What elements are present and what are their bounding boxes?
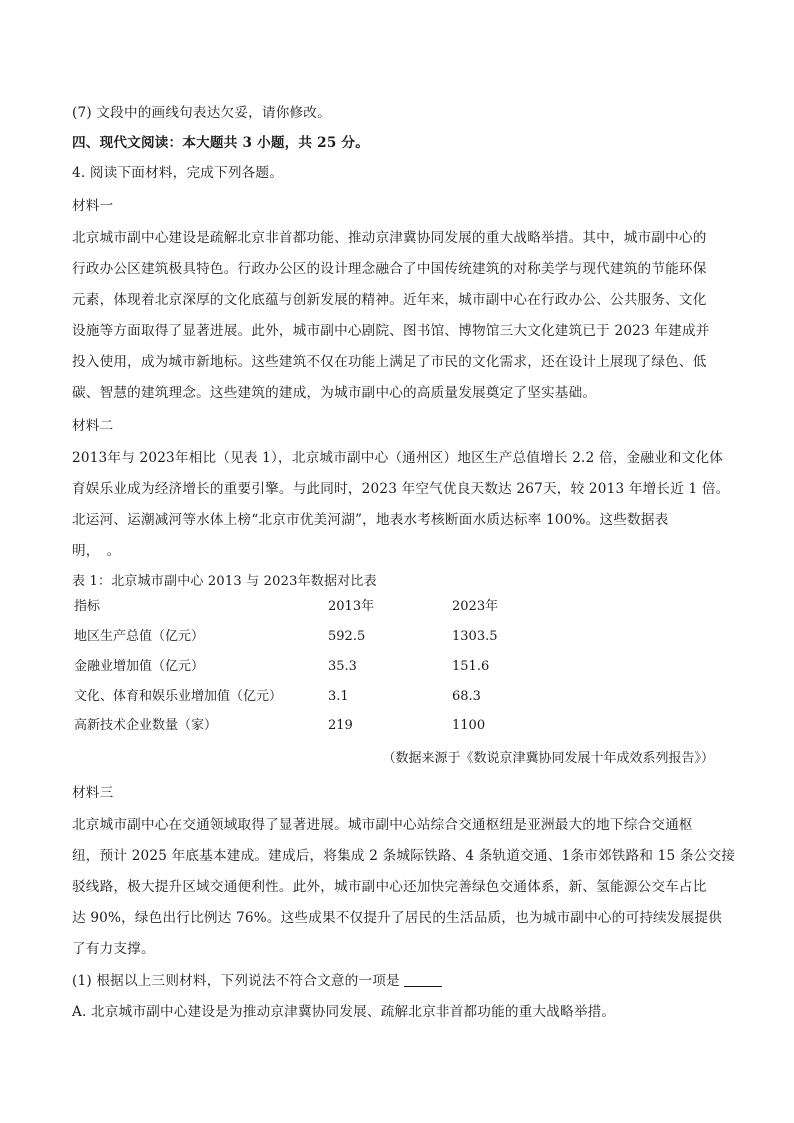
material-1-line: 行政办公区建筑极具特色。行政办公区的设计理念融合了中国传统建筑的对称美学与现代建筑的节能环保: [72, 261, 707, 277]
material-1-line: 投入使用，成为城市新地标。这些建筑不仅在功能上满足了市民的文化需求，还在设计上展现了绿色、低: [72, 354, 707, 370]
table-cell: 35.3: [328, 659, 357, 674]
table-cell: 3.1: [328, 689, 349, 704]
material-3-line: 纽，预计 2025 年底基本建成。建成后，将集成 2 条城际铁路、4 条轨道交通、1条市郊铁路和 15 条公交接: [72, 848, 736, 864]
question-7: (7) 文段中的画线句表达欠妥，请你修改。: [72, 105, 331, 121]
table-cell: 金融业增加值（亿元）: [74, 659, 205, 674]
section-4-header: 四、现代文阅读：本大题共 3 小题，共 25 分。: [72, 135, 369, 151]
table-caption: 表 1：北京城市副中心 2013 与 2023年数据对比表: [72, 574, 377, 589]
table-cell: 地区生产总值（亿元）: [74, 629, 205, 644]
table-header-cell: 指标: [74, 599, 101, 614]
material-2-line: 北运河、运潮减河等水体上榜“北京市优美河湖”，地表水考核断面水质达标率 100%。这些数据表: [72, 512, 669, 528]
table-cell: 1303.5: [452, 629, 498, 644]
material-1-line: 元素，体现着北京深厚的文化底蕴与创新发展的精神。近年来，城市副中心在行政办公、公共服务、文化: [72, 292, 707, 308]
material-3-title: 材料三: [72, 785, 114, 801]
material-3-line: 达 90%，绿色出行比例达 76%。这些成果不仅提升了居民的生活品质，也为城市副中心的可持续发展提供: [72, 910, 723, 926]
material-2-line: 育娱乐业成为经济增长的重要引擎。与此同时，2023 年空气优良天数达 267天，较 2013 年增长近 1 倍。: [72, 481, 730, 497]
option-a: A. 北京城市副中心建设是为推动京津冀协同发展、疏解北京非首都功能的重大战略举措。: [72, 1004, 616, 1020]
material-1-line: 设施等方面取得了显著进展。此外，城市副中心剧院、图书馆、博物馆三大文化建筑已于 2023 年建成并: [72, 323, 710, 339]
table-cell: 219: [328, 718, 353, 733]
table-header-cell: 2013年: [328, 599, 375, 614]
table-cell: 68.3: [452, 689, 481, 704]
table-cell: 高新技术企业数量（家）: [74, 718, 218, 733]
material-3-line: 驳线路，极大提升区域交通便利性。此外，城市副中心还加快完善绿色交通体系，新、氢能源公交车占比: [72, 879, 707, 895]
question-4-intro: 4. 阅读下面材料，完成下列各题。: [72, 165, 284, 181]
material-1-line: 碳、智慧的建筑理念。这些建筑的建成，为城市副中心的高质量发展奠定了坚实基础。: [72, 385, 597, 401]
question-1-row: [72, 972, 442, 990]
material-2-line: 2013年与 2023年相比（见表 1），北京城市副中心（通州区）地区生产总值增长 2.2 倍，金融业和文化体: [72, 450, 724, 466]
material-3-line: 了有力支撑。: [72, 941, 155, 957]
table-cell: 592.5: [328, 629, 366, 644]
material-1-title: 材料一: [72, 198, 114, 214]
material-3-line: 北京城市副中心在交通领域取得了显著进展。城市副中心站综合交通枢纽是亚洲最大的地下综合交通枢: [72, 817, 693, 833]
material-2-title: 材料二: [72, 418, 114, 434]
table-cell: 文化、体育和娱乐业增加值（亿元）: [74, 689, 283, 704]
table-cell: 151.6: [452, 659, 490, 674]
table-cell: 1100: [452, 718, 486, 733]
table-source-note: （数据来源于《数说京津冀协同发展十年成效系列报告》）: [382, 751, 714, 766]
material-2-line: 明， 。: [72, 543, 121, 559]
question-1: (1) 根据以上三则材料，下列说法不符合文意的一项是: [72, 973, 400, 989]
material-1-line: 北京城市副中心建设是疏解北京非首都功能、推动京津冀协同发展的重大战略举措。其中，城市副中心的: [72, 230, 707, 246]
table-header-cell: 2023年: [452, 599, 499, 614]
answer-blank: [404, 985, 442, 987]
